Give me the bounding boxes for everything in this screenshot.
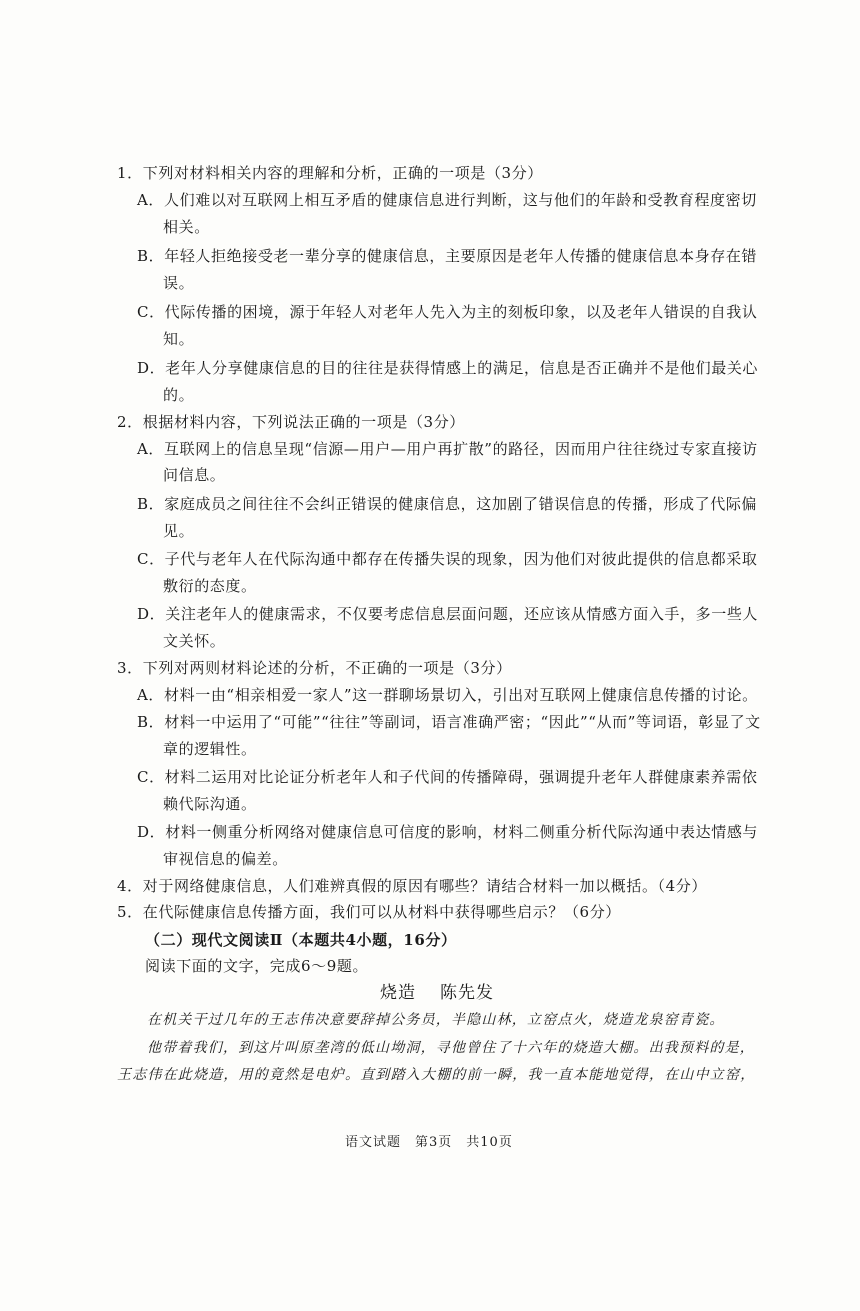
story-author: 陈先发 [440,983,494,1003]
question-3-option-d-cont: 审视信息的偏差。 [163,850,288,868]
question-1-option-a-cont: 相关。 [163,218,210,236]
question-2-option-c: C．子代与老年人在代际沟通中都存在传播失误的现象，因为他们对彼此提供的信息都采取 [137,550,758,568]
question-1-stem: 1．下列对材料相关内容的理解和分析，正确的一项是（3分） [117,164,543,182]
question-2-option-b-cont: 见。 [163,522,195,540]
question-1-option-c: C．代际传播的困境，源于年轻人对老年人先入为主的刻板印象，以及老年人错误的自我认 [137,303,758,321]
question-1-option-a: A．人们难以对互联网上相互矛盾的健康信息进行判断，这与他们的年龄和受教育程度密切 [137,191,757,209]
question-2-stem: 2．根据材料内容，下列说法正确的一项是（3分） [117,413,465,431]
question-1-option-c-cont: 知。 [163,330,195,348]
story-title: 烧造 [380,983,416,1003]
question-4: 4．对于网络健康信息，人们难辨真假的原因有哪些？请结合材料一加以概括。（4分） [117,877,707,895]
question-1-option-d: D．老年人分享健康信息的目的往往是获得情感上的满足，信息是否正确并不是他们最关心 [137,359,759,377]
story-paragraph-2-cont: 王志伟在此烧造，用的竟然是电炉。直到踏入大棚的前一瞬，我一直本能地觉得，在山中立窑， [117,1067,756,1083]
section-heading: （二）现代文阅读Ⅱ（本题共4小题，16分） [145,931,457,949]
question-2-option-d-cont: 文关怀。 [163,632,226,650]
question-2-option-b: B．家庭成员之间往往不会纠正错误的健康信息，这加剧了错误信息的传播，形成了代际偏 [137,495,758,513]
story-paragraph-2: 他带着我们，到这片叫原垄湾的低山坳洞，寻他曾住了十六年的烧造大棚。出我预料的是， [147,1040,755,1056]
reading-instruction: 阅读下面的文字，完成6～9题。 [145,957,369,975]
question-3-option-b: B．材料一中运用了“可能”“往往”等副词，语言准确严密；“因此”“从而”等词语，彰显了文 [137,713,761,731]
question-2-option-a: A．互联网上的信息呈现“信源—用户—用户再扩散”的路径，因而用户往往绕过专家直接访 [137,440,758,458]
question-3-option-d: D．材料一侧重分析网络对健康信息可信度的影响，材料二侧重分析代际沟通中表达情感与 [137,823,759,841]
question-1-option-d-cont: 的。 [163,386,195,404]
question-3-option-c: C．材料二运用对比论证分析老年人和子代间的传播障碍，强调提升老年人群健康素养需依 [137,768,758,786]
question-3-option-a: A．材料一由“相亲相爱一家人”这一群聊场景切入，引出对互联网上健康信息传播的讨论。 [137,686,758,704]
question-3-stem: 3．下列对两则材料论述的分析，不正确的一项是（3分） [117,659,512,677]
page-footer: 语文试题 第3页 共10页 [345,1135,513,1150]
question-2-option-d: D．关注老年人的健康需求，不仅要考虑信息层面问题，还应该从情感方面入手，多一些人 [137,605,759,623]
question-2-option-c-cont: 敷衍的态度。 [163,577,257,595]
question-2-option-a-cont: 问信息。 [163,466,226,484]
question-1-option-b-cont: 误。 [163,274,195,292]
question-3-option-b-cont: 章的逻辑性。 [163,740,257,758]
question-5: 5．在代际健康信息传播方面，我们可以从材料中获得哪些启示？（6分） [117,903,621,921]
story-title-line [380,983,494,1003]
question-1-option-b: B．年轻人拒绝接受老一辈分享的健康信息，主要原因是老年人传播的健康信息本身存在错 [137,247,758,265]
question-3-option-c-cont: 赖代际沟通。 [163,795,257,813]
story-paragraph-1: 在机关干过几年的王志伟决意要辞掉公务员，半隐山林，立窑点火，烧造龙泉窑青瓷。 [147,1012,725,1028]
